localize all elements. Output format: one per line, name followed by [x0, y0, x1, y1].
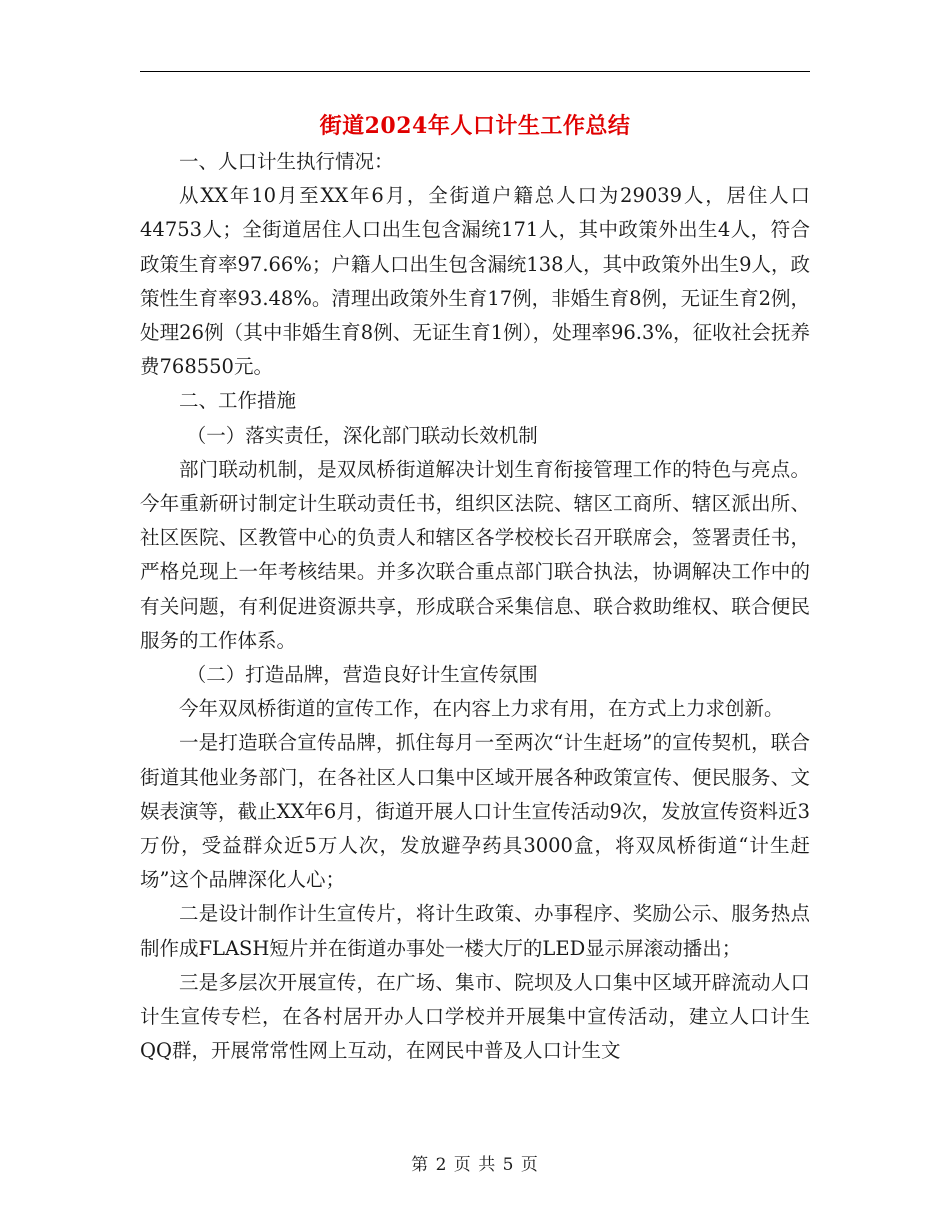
header-rule	[140, 71, 810, 72]
paragraph: 三是多层次开展宣传，在广场、集市、院坝及人口集中区域开辟流动人口计生宣传专栏，在各村居开办人口学校并开展集中宣传活动，建立人口计生QQ群，开展常常性网上互动，在网民中普及人口计生文	[140, 970, 810, 1063]
paragraph: 今年双凤桥街道的宣传工作，在内容上力求有用，在方式上力求创新。	[179, 697, 784, 721]
section-heading: 一、人口计生执行情况：	[179, 150, 394, 173]
section-heading: 二、工作措施	[179, 389, 297, 413]
subsection-heading: （一）落实责任，深化部门联动长效机制	[186, 423, 538, 447]
paragraph: 部门联动机制，是双凤桥街道解决计划生育衔接管理工作的特色与亮点。今年重新研讨制定计生联动责任书，组织区法院、辖区工商所、辖区派出所、社区医院、区教管中心的负责人和辖区各学校校长召开联席会，签署责任书，严格兑现上一年考核结果。并多次联合重点部门联合执法，协调解决工作中的有关问题，有利促进资源共享，形成联合采集信息、联合救助维权、联合便民服务的工作体系。	[140, 457, 810, 652]
page-number: 第 2 页 共 5 页	[411, 1155, 539, 1175]
document-body	[140, 145, 810, 1068]
paragraph: 一是打造联合宣传品牌，抓住每月一至两次“计生赶场”的宣传契机，联合街道其他业务部门，在各社区人口集中区域开展各种政策宣传、便民服务、文娱表演等，截止XX年6月，街道开展人口计生宣传活动9次，发放宣传资料近3万份，受益群众近5万人次，发放避孕药具3000盒，将双凤桥街道“计生赶场”这个品牌深化人心；	[140, 731, 810, 892]
subsection-heading: （二）打造品牌，营造良好计生宣传氛围	[186, 663, 538, 687]
paragraph: 二是设计制作计生宣传片，将计生政策、办事程序、奖励公示、服务热点制作成FLASH短片并在街道办事处一楼大厅的LED显示屏滚动播出；	[140, 902, 810, 960]
paragraph: 从XX年10月至XX年6月，全街道户籍总人口为29039人，居住人口44753人；全街道居住人口出生包含漏统171人，其中政策外出生4人，符合政策生育率97.66%；户籍人口出生包含漏统138人，其中政策外出生9人，政策性生育率93.48%。清理出政策外生育17例，非婚生育8例，无证生育2例，处理26例（其中非婚生育8例、无证生育1例），处理率96.3%，征收社会抚养费768550元。	[140, 184, 810, 379]
document-title: 街道2024年人口计生工作总结	[319, 113, 631, 139]
